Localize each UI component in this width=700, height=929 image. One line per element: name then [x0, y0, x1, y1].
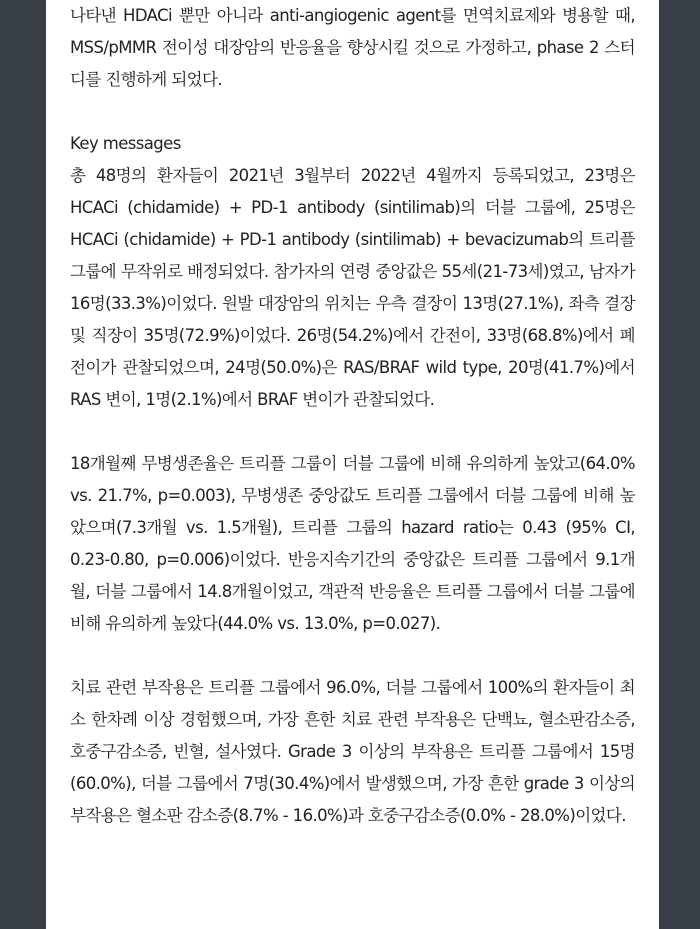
safety-block — [70, 672, 635, 832]
key-messages-section — [70, 128, 635, 416]
intro-paragraph: 나타낸 HDACi 뿐만 아니라 anti-angiogenic agent를 면역치료제와 병용할 때, MSS/pMMR 전이성 대장암의 반응율을 향상시킬 것으로 가정하고, phase 2 스터디를 진행하게 되었다. — [70, 6, 635, 89]
efficacy-paragraph: 18개월째 무병생존율은 트리플 그룹이 더블 그룹에 비해 유의하게 높았고(64.0% vs. 21.7%, p=0.003), 무병생존 중앙값도 트리플 그룹에서 더블 그룹에 비해 높았으며(7.3개월 vs. 1.5개월), 트리플 그룹의 hazard ratio는 0.43 (95% CI, 0.23-0.80, p=0.006)이었다. 반응지속기간의 중앙값은 트리플 그룹에서 9.1개월, 더블 그룹에서 14.8개월이었고, 객관적 반응율은 트리플 그룹에서 더블 그룹에 비해 유의하게 높았다(44.0% vs. 13.0%, p=0.027). — [70, 454, 635, 633]
enrollment-paragraph: 총 48명의 환자들이 2021년 3월부터 2022년 4월까지 등록되었고, 23명은 HCACi (chidamide) + PD-1 antibody (sintilimab)의 더블 그룹에, 25명은 HCACi (chidamide) + PD-1 antibody (sintilimab) + bevacizumab의 트리플 그룹에 무작위로 배정되었다. 참가자의 연령 중앙값은 55세(21-73세)였고, 남자가 16명(33.3%)이었다. 원발 대장암의 위치는 우측 결장이 13명(27.1%), 좌측 결장 및 직장이 35명(72.9%)이었다. 26명(54.2%)에서 간전이, 33명(68.8%)에서 폐전이가 관찰되었으며, 24명(50.0%)은 RAS/BRAF wild type, 20명(41.7%)에서 RAS 변이, 1명(2.1%)에서 BRAF 변이가 관찰되었다. — [70, 166, 635, 409]
key-messages-heading: Key messages — [70, 134, 181, 153]
intro-paragraph-block — [70, 0, 635, 96]
article-body — [70, 0, 635, 832]
article-page — [46, 0, 659, 929]
efficacy-block — [70, 448, 635, 640]
safety-paragraph: 치료 관련 부작용은 트리플 그룹에서 96.0%, 더블 그룹에서 100%의 환자들이 최소 한차례 이상 경험했으며, 가장 흔한 치료 관련 부작용은 단백뇨, 혈소판감소증, 호중구감소증, 빈혈, 설사였다. Grade 3 이상의 부작용은 트리플 그룹에서 15명(60.0%), 더블 그룹에서 7명(30.4%)에서 발생했으며, 가장 흔한 grade 3 이상의 부작용은 혈소판 감소증(8.7% - 16.0%)과 호중구감소증(0.0% - 28.0%)이었다. — [70, 678, 635, 825]
